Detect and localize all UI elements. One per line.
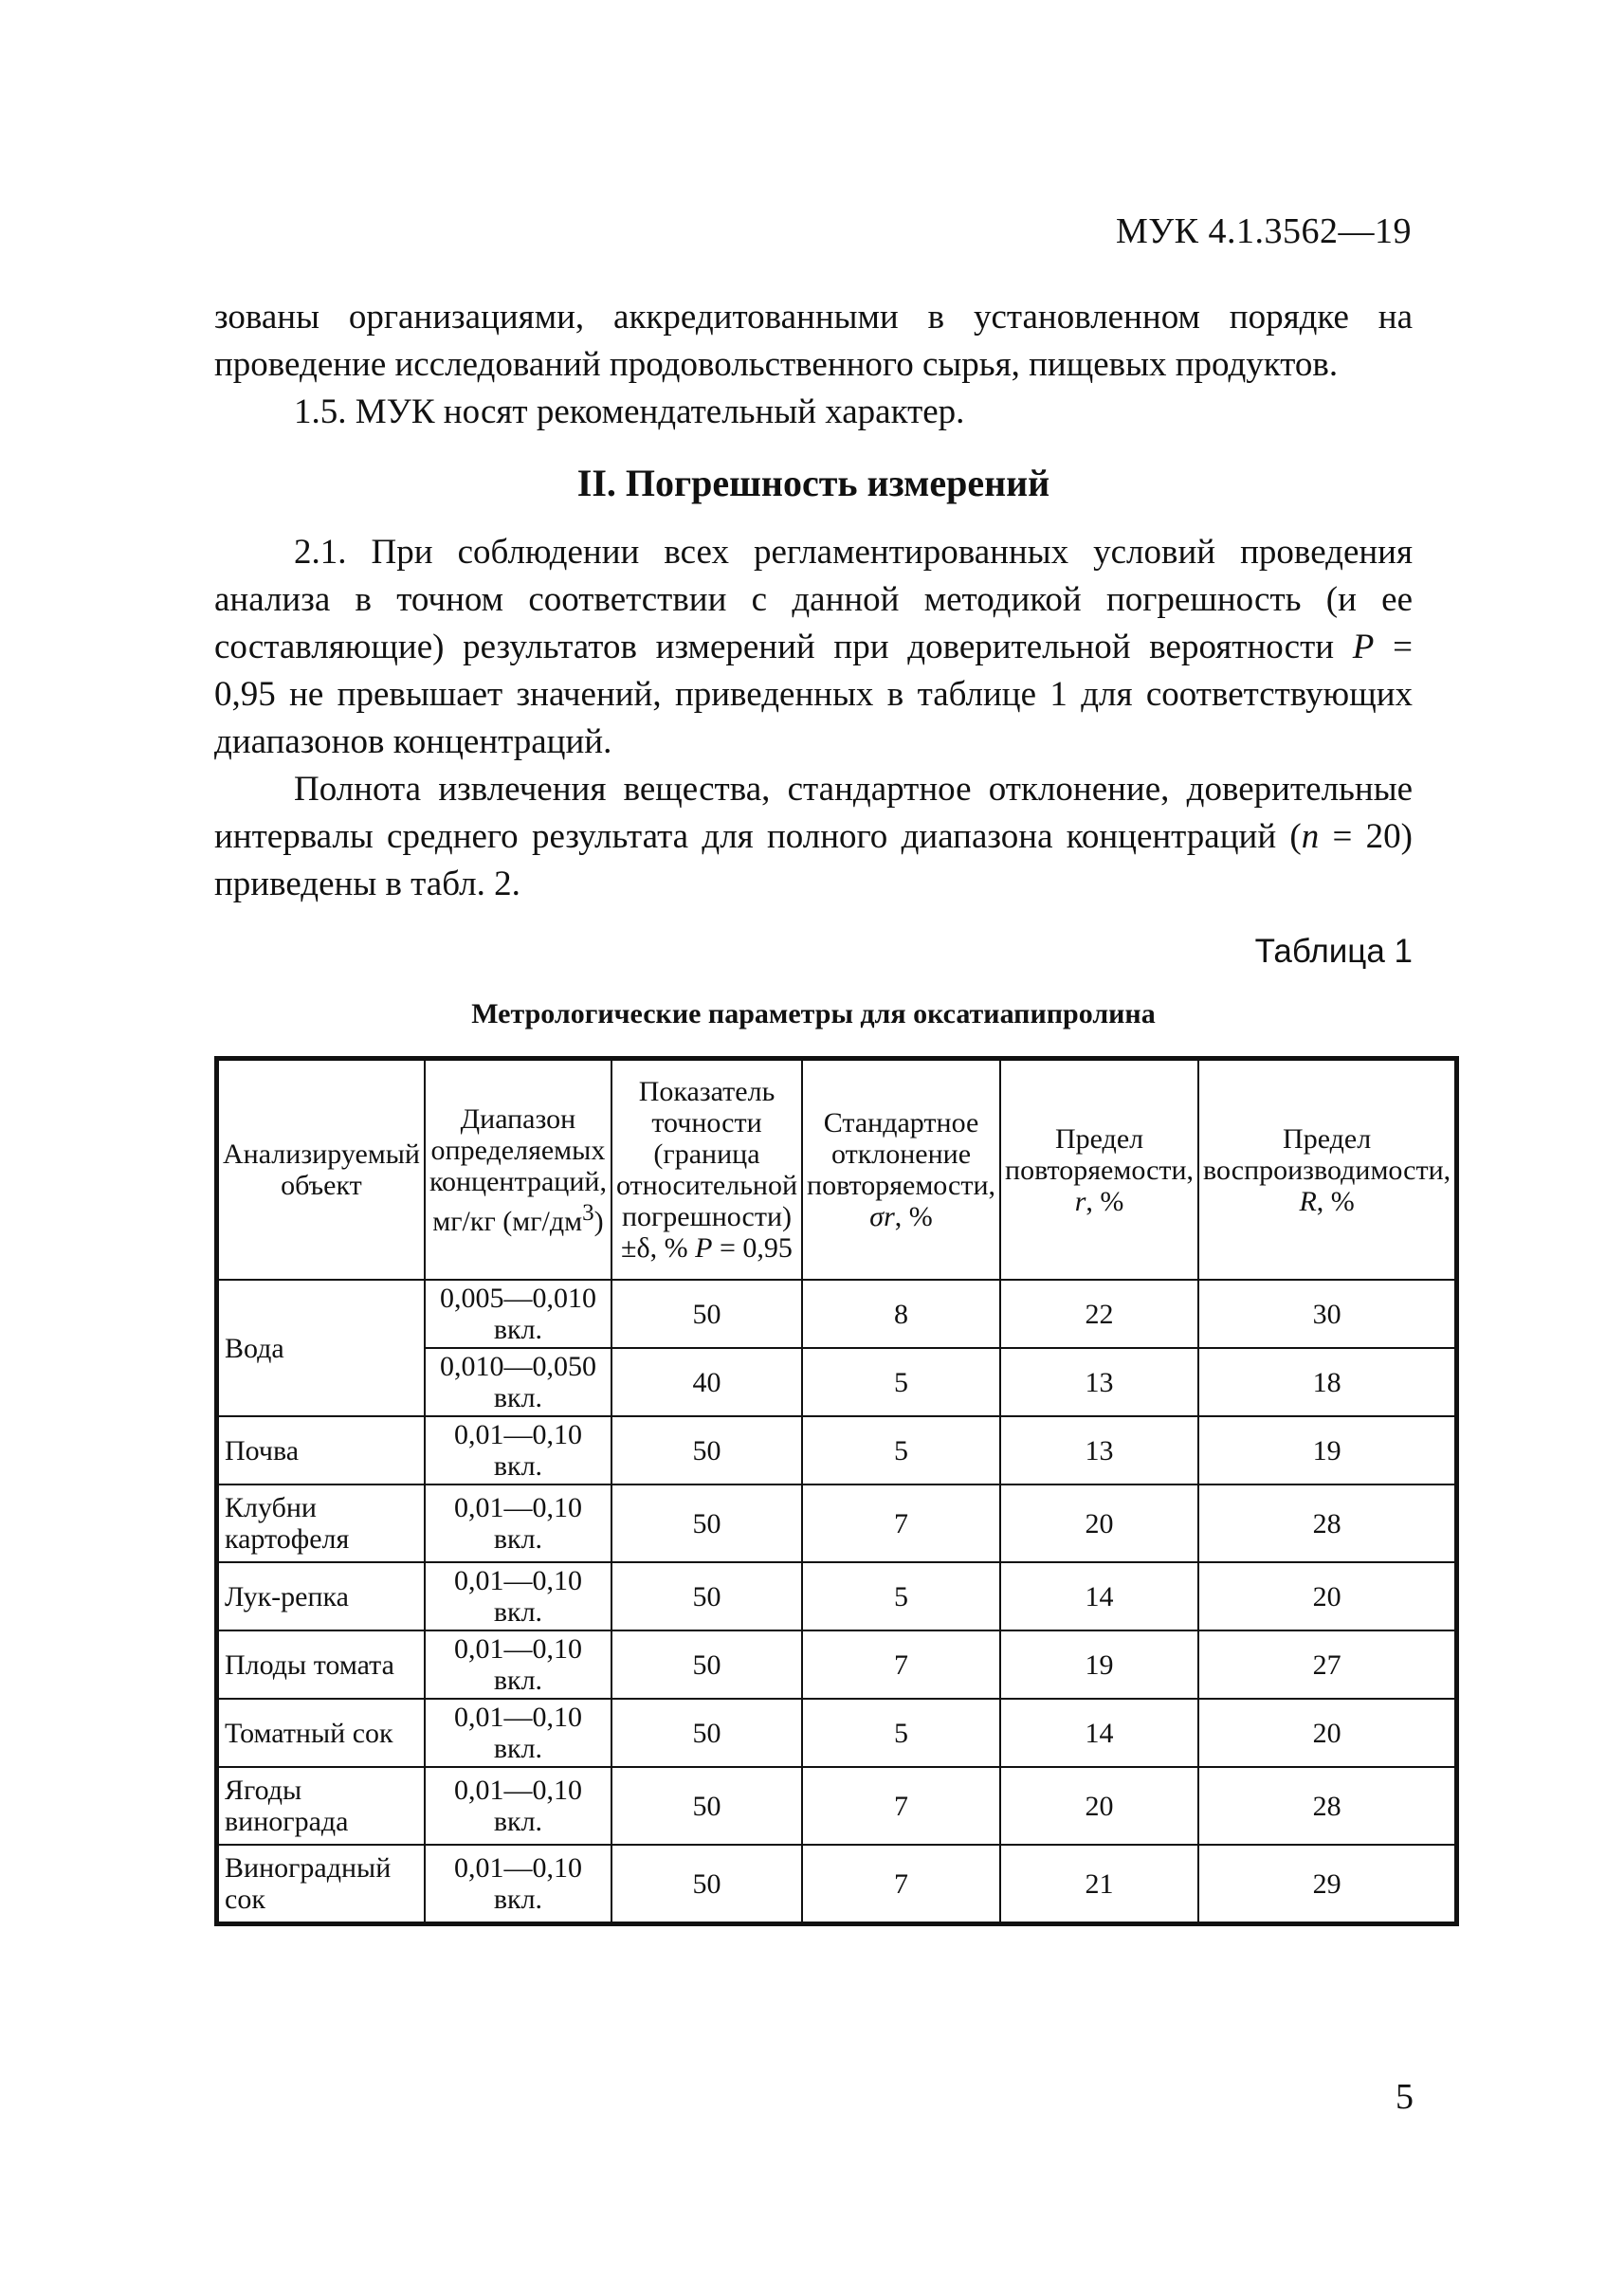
cell-std: 8: [802, 1280, 1000, 1348]
cell-std: 7: [802, 1630, 1000, 1699]
table-row: [217, 1845, 1457, 1924]
cell-std: 7: [802, 1845, 1000, 1924]
header-object: Анализируемый объект: [217, 1059, 425, 1281]
cell-object: Томатный сок: [217, 1699, 425, 1767]
page-number: 5: [1396, 2077, 1414, 2117]
header-reprod-symbol: R: [1299, 1185, 1317, 1217]
cell-std: 7: [802, 1484, 1000, 1562]
cell-object: Клубни картофеля: [217, 1484, 425, 1562]
cell-std: 5: [802, 1348, 1000, 1416]
cell-accuracy: 50: [611, 1484, 802, 1562]
header-std: [802, 1059, 1000, 1281]
header-repeatability: [1000, 1059, 1198, 1281]
cell-object: Почва: [217, 1416, 425, 1484]
p1-text-before: 2.1. При соблюдении всех регламентированных условий проведения анализа в точном соответствии с данной методикой погрешность (и ее составляющие) результатов измерений при доверительной вероятности: [214, 533, 1413, 666]
table-row: [217, 1767, 1457, 1845]
cell-std: 5: [802, 1416, 1000, 1484]
cell-reproducibility: 27: [1198, 1630, 1457, 1699]
cell-accuracy: 50: [611, 1767, 802, 1845]
p2-text-after: = 20) приведены в табл. 2.: [214, 817, 1413, 903]
cell-reproducibility: 20: [1198, 1562, 1457, 1630]
cell-accuracy: 50: [611, 1845, 802, 1924]
table-row: [217, 1280, 1457, 1348]
header-range-text: Диапазон определяемых концентраций, мг/кг (мг/дм: [429, 1102, 607, 1237]
cell-range: 0,01—0,10 вкл.: [425, 1416, 611, 1484]
cell-range: 0,010—0,050 вкл.: [425, 1348, 611, 1416]
cell-range: 0,01—0,10 вкл.: [425, 1562, 611, 1630]
cell-std: 5: [802, 1699, 1000, 1767]
header-std-symbol: σr: [869, 1201, 895, 1232]
cell-repeatability: 20: [1000, 1484, 1198, 1562]
header-accuracy-symbol: P: [695, 1232, 713, 1264]
cell-object: Лук-репка: [217, 1562, 425, 1630]
cell-object: Вода: [217, 1280, 425, 1416]
table-row: [217, 1416, 1457, 1484]
header-range: [425, 1059, 611, 1281]
header-range-close: ): [593, 1205, 604, 1237]
cell-reproducibility: 19: [1198, 1416, 1457, 1484]
cell-range: 0,01—0,10 вкл.: [425, 1699, 611, 1767]
cell-repeatability: 19: [1000, 1630, 1198, 1699]
cell-reproducibility: 30: [1198, 1280, 1457, 1348]
cell-repeatability: 20: [1000, 1767, 1198, 1845]
cell-std: 7: [802, 1767, 1000, 1845]
header-accuracy-text: Показатель точности (граница относительной погрешности) ±δ, %: [615, 1076, 798, 1264]
item-1-5: 1.5. МУК носят рекомендательный характер.: [294, 392, 965, 431]
header-reprod-text: Предел воспроизводимости,: [1203, 1122, 1451, 1186]
cell-range: 0,01—0,10 вкл.: [425, 1484, 611, 1562]
header-std-text: Стандартное отклонение повторяемости,: [807, 1107, 996, 1201]
cell-repeatability: 13: [1000, 1416, 1198, 1484]
page-content: [214, 294, 1451, 1926]
table-row: [217, 1630, 1457, 1699]
document-code: МУК 4.1.3562—19: [1115, 211, 1412, 251]
metrology-table: [214, 1056, 1459, 1926]
p2-text-before: Полнота извлечения вещества, стандартное отклонение, доверительные интервалы среднего результата для полного диапазона концентраций (: [214, 770, 1413, 856]
p2-symbol: n: [1301, 817, 1320, 856]
cell-reproducibility: 18: [1198, 1348, 1457, 1416]
header-reprod-tail: , %: [1316, 1185, 1355, 1217]
table-label: Таблица 1: [1254, 933, 1413, 970]
cell-accuracy: 40: [611, 1348, 802, 1416]
table-header-row: [217, 1059, 1457, 1281]
cell-repeatability: 14: [1000, 1699, 1198, 1767]
cell-repeatability: 13: [1000, 1348, 1198, 1416]
cell-object: Виноградный сок: [217, 1845, 425, 1924]
header-repeat-symbol: r: [1074, 1185, 1086, 1217]
paragraph-completeness: [214, 766, 1413, 908]
header-reproducibility: [1198, 1059, 1457, 1281]
cell-reproducibility: 20: [1198, 1699, 1457, 1767]
header-accuracy: [611, 1059, 802, 1281]
cell-range: 0,01—0,10 вкл.: [425, 1845, 611, 1924]
cell-reproducibility: 29: [1198, 1845, 1457, 1924]
cell-repeatability: 22: [1000, 1280, 1198, 1348]
cell-accuracy: 50: [611, 1562, 802, 1630]
cell-accuracy: 50: [611, 1630, 802, 1699]
table-row: [217, 1484, 1457, 1562]
cell-accuracy: 50: [611, 1416, 802, 1484]
cell-repeatability: 14: [1000, 1562, 1198, 1630]
cell-repeatability: 21: [1000, 1845, 1198, 1924]
cell-range: 0,01—0,10 вкл.: [425, 1767, 611, 1845]
section-title: II. Погрешность измерений: [576, 462, 1050, 504]
p1-symbol: P: [1352, 628, 1375, 666]
cell-accuracy: 50: [611, 1699, 802, 1767]
paragraph-2-1: [214, 529, 1413, 766]
table-row: [217, 1699, 1457, 1767]
cell-range: 0,01—0,10 вкл.: [425, 1630, 611, 1699]
cell-accuracy: 50: [611, 1280, 802, 1348]
header-repeat-tail: , %: [1086, 1185, 1124, 1217]
table-caption: Метрологические параметры для оксатиапипролина: [471, 998, 1156, 1029]
cell-range: 0,005—0,010 вкл.: [425, 1280, 611, 1348]
p1-text-after: = 0,95 не превышает значений, приведенных в таблице 1 для соответствующих диапазонов концентраций.: [214, 628, 1413, 761]
header-repeat-text: Предел повторяемости,: [1005, 1122, 1195, 1186]
cell-std: 5: [802, 1562, 1000, 1630]
header-range-sup: 3: [582, 1199, 594, 1226]
cell-object: Плоды томата: [217, 1630, 425, 1699]
header-accuracy-tail: = 0,95: [712, 1232, 793, 1264]
cell-reproducibility: 28: [1198, 1484, 1457, 1562]
intro-continuation: зованы организациями, аккредитованными в установленном порядке на проведение исследований продовольственного сырья, пищевых продуктов.: [214, 298, 1413, 384]
cell-object: Ягоды винограда: [217, 1767, 425, 1845]
header-std-tail: , %: [894, 1201, 933, 1232]
table-row: [217, 1562, 1457, 1630]
cell-reproducibility: 28: [1198, 1767, 1457, 1845]
